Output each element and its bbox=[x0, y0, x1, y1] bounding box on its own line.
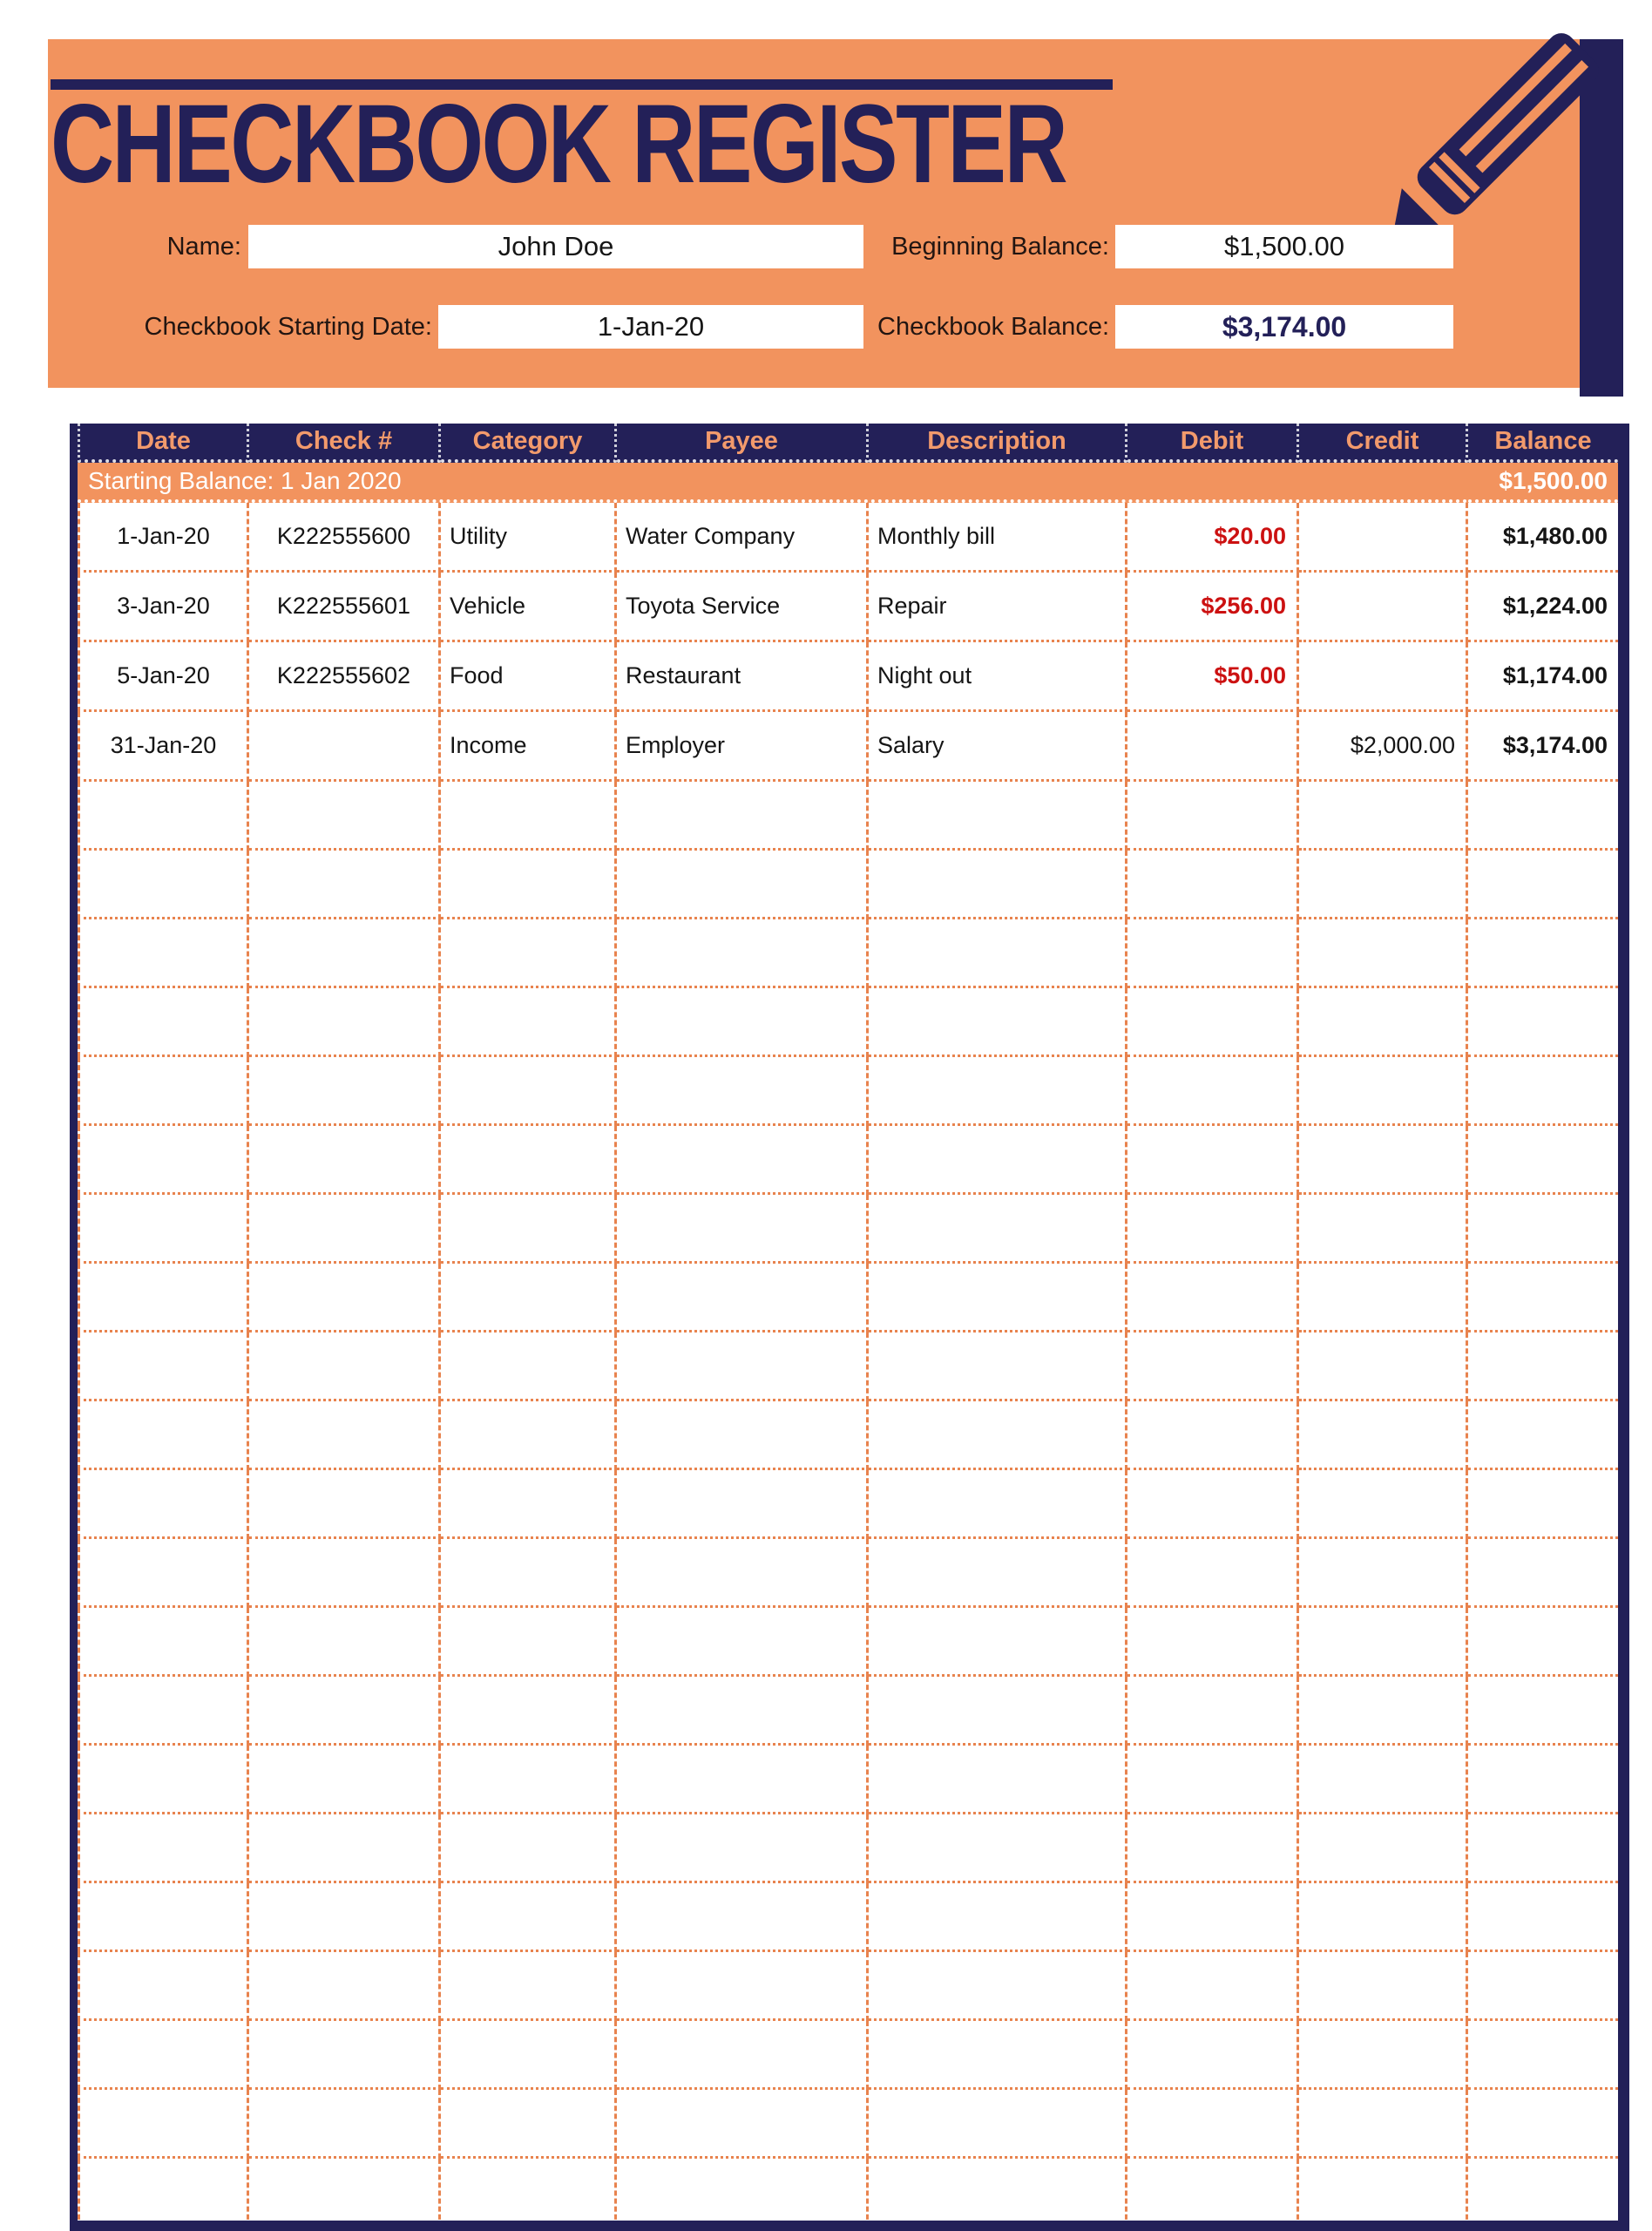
cell-description[interactable]: Monthly bill bbox=[869, 503, 1127, 573]
empty-cell[interactable] bbox=[1127, 1401, 1299, 1470]
empty-cell[interactable] bbox=[617, 1126, 869, 1195]
empty-cell[interactable] bbox=[1299, 988, 1468, 1057]
empty-cell[interactable] bbox=[869, 1746, 1127, 1814]
empty-cell[interactable] bbox=[869, 1401, 1127, 1470]
empty-cell[interactable] bbox=[441, 2090, 617, 2159]
checkbook-table bbox=[70, 424, 1629, 2231]
empty-cell[interactable] bbox=[1468, 1470, 1618, 1539]
beginning-balance-input[interactable] bbox=[1115, 225, 1453, 268]
empty-cell[interactable] bbox=[78, 1401, 249, 1470]
empty-cell[interactable] bbox=[1299, 1057, 1468, 1126]
cell-credit[interactable]: $2,000.00 bbox=[1299, 712, 1468, 782]
empty-cell[interactable] bbox=[249, 1264, 441, 1332]
empty-cell[interactable] bbox=[1299, 2021, 1468, 2090]
empty-cell[interactable] bbox=[617, 851, 869, 919]
empty-cell[interactable] bbox=[617, 1539, 869, 1608]
empty-cell[interactable] bbox=[617, 2021, 869, 2090]
empty-cell[interactable] bbox=[1127, 782, 1299, 851]
empty-cell[interactable] bbox=[1468, 1126, 1618, 1195]
empty-cell[interactable] bbox=[1127, 1195, 1299, 1264]
cell-category[interactable]: Vehicle bbox=[441, 573, 617, 642]
cell-debit[interactable]: $20.00 bbox=[1127, 503, 1299, 573]
empty-cell[interactable] bbox=[1468, 1746, 1618, 1814]
beginning-balance-label: Beginning Balance: bbox=[891, 233, 1109, 261]
empty-cell[interactable] bbox=[1299, 919, 1468, 988]
empty-cell[interactable] bbox=[1468, 1057, 1618, 1126]
empty-cell[interactable] bbox=[1299, 1126, 1468, 1195]
empty-cell[interactable] bbox=[1299, 1264, 1468, 1332]
empty-cell[interactable] bbox=[869, 1608, 1127, 1677]
empty-cell[interactable] bbox=[1127, 2090, 1299, 2159]
empty-cell[interactable] bbox=[1299, 1883, 1468, 1952]
starting-balance-amount: $1,500.00 bbox=[1468, 463, 1618, 503]
empty-cell[interactable] bbox=[617, 1195, 869, 1264]
cell-balance[interactable]: $1,480.00 bbox=[1468, 503, 1618, 573]
empty-cell[interactable] bbox=[78, 1952, 249, 2021]
empty-cell[interactable] bbox=[617, 1952, 869, 2021]
cell-balance[interactable]: $3,174.00 bbox=[1468, 712, 1618, 782]
empty-cell[interactable] bbox=[1299, 1401, 1468, 1470]
empty-cell[interactable] bbox=[869, 1126, 1127, 1195]
empty-cell[interactable] bbox=[869, 1332, 1127, 1401]
cell-payee[interactable]: Employer bbox=[617, 712, 869, 782]
starting-date-value: 1-Jan-20 bbox=[597, 311, 705, 342]
cell-date[interactable]: 31-Jan-20 bbox=[78, 712, 249, 782]
empty-cell[interactable] bbox=[617, 1057, 869, 1126]
empty-cell[interactable] bbox=[869, 2090, 1127, 2159]
cell-check[interactable]: K222555600 bbox=[249, 503, 441, 573]
empty-cell[interactable] bbox=[1299, 1539, 1468, 1608]
empty-cell[interactable] bbox=[441, 1677, 617, 1746]
empty-cell[interactable] bbox=[249, 1539, 441, 1608]
empty-cell[interactable] bbox=[869, 919, 1127, 988]
empty-cell[interactable] bbox=[1468, 1195, 1618, 1264]
empty-cell[interactable] bbox=[249, 1677, 441, 1746]
empty-cell[interactable] bbox=[869, 1057, 1127, 1126]
empty-cell[interactable] bbox=[869, 1814, 1127, 1883]
empty-cell[interactable] bbox=[249, 1332, 441, 1401]
empty-cell[interactable] bbox=[249, 1057, 441, 1126]
empty-cell[interactable] bbox=[78, 1883, 249, 1952]
empty-cell[interactable] bbox=[78, 782, 249, 851]
empty-cell[interactable] bbox=[249, 919, 441, 988]
empty-cell[interactable] bbox=[249, 2021, 441, 2090]
empty-cell[interactable] bbox=[441, 1126, 617, 1195]
empty-cell[interactable] bbox=[441, 1883, 617, 1952]
empty-cell[interactable] bbox=[869, 1883, 1127, 1952]
empty-cell[interactable] bbox=[1127, 1883, 1299, 1952]
empty-cell[interactable] bbox=[1127, 1470, 1299, 1539]
empty-cell[interactable] bbox=[441, 988, 617, 1057]
header-cell-check[interactable]: Check # bbox=[249, 424, 441, 463]
empty-cell[interactable] bbox=[617, 1677, 869, 1746]
empty-cell[interactable] bbox=[441, 782, 617, 851]
empty-cell[interactable] bbox=[78, 1608, 249, 1677]
empty-cell[interactable] bbox=[249, 1746, 441, 1814]
header-cell-balance[interactable]: Balance bbox=[1468, 424, 1618, 463]
empty-cell[interactable] bbox=[1127, 919, 1299, 988]
empty-cell[interactable] bbox=[1468, 1952, 1618, 2021]
empty-cell[interactable] bbox=[249, 2090, 441, 2159]
header-cell-payee[interactable]: Payee bbox=[617, 424, 869, 463]
empty-cell[interactable] bbox=[1468, 1264, 1618, 1332]
empty-cell[interactable] bbox=[1127, 1057, 1299, 1126]
empty-cell[interactable] bbox=[1468, 1814, 1618, 1883]
empty-cell[interactable] bbox=[1127, 1539, 1299, 1608]
cell-check[interactable]: K222555601 bbox=[249, 573, 441, 642]
empty-cell[interactable] bbox=[1299, 1746, 1468, 1814]
header-cell-credit[interactable]: Credit bbox=[1299, 424, 1468, 463]
cell-debit[interactable]: $50.00 bbox=[1127, 642, 1299, 712]
empty-cell[interactable] bbox=[869, 1470, 1127, 1539]
cell-description[interactable]: Night out bbox=[869, 642, 1127, 712]
empty-cell[interactable] bbox=[78, 988, 249, 1057]
checkbook-balance-label: Checkbook Balance: bbox=[877, 313, 1109, 341]
checkbook-balance-value: $3,174.00 bbox=[1222, 310, 1347, 342]
cell-description[interactable]: Salary bbox=[869, 712, 1127, 782]
starting-date-input[interactable] bbox=[438, 305, 863, 349]
empty-cell[interactable] bbox=[617, 919, 869, 988]
cell-debit[interactable] bbox=[1127, 712, 1299, 782]
cell-date[interactable]: 3-Jan-20 bbox=[78, 573, 249, 642]
name-value: John Doe bbox=[498, 231, 614, 261]
empty-cell[interactable] bbox=[1468, 851, 1618, 919]
empty-cell[interactable] bbox=[78, 851, 249, 919]
empty-cell[interactable] bbox=[1127, 1126, 1299, 1195]
empty-cell[interactable] bbox=[617, 782, 869, 851]
empty-cell[interactable] bbox=[441, 1057, 617, 1126]
empty-cell[interactable] bbox=[441, 1608, 617, 1677]
empty-cell[interactable] bbox=[869, 1677, 1127, 1746]
starting-date-label: Checkbook Starting Date: bbox=[144, 313, 432, 341]
header-cell-debit[interactable]: Debit bbox=[1127, 424, 1299, 463]
empty-cell[interactable] bbox=[617, 1883, 869, 1952]
empty-cell[interactable] bbox=[1127, 1264, 1299, 1332]
empty-cell[interactable] bbox=[617, 1264, 869, 1332]
empty-cell[interactable] bbox=[1299, 1608, 1468, 1677]
cell-payee[interactable]: Toyota Service bbox=[617, 573, 869, 642]
empty-cell[interactable] bbox=[78, 1746, 249, 1814]
empty-cell[interactable] bbox=[869, 782, 1127, 851]
empty-cell[interactable] bbox=[441, 1952, 617, 2021]
empty-cell[interactable] bbox=[869, 1195, 1127, 1264]
empty-cell[interactable] bbox=[249, 1952, 441, 2021]
checkbook-balance-output[interactable] bbox=[1115, 305, 1453, 349]
empty-cell[interactable] bbox=[617, 1608, 869, 1677]
empty-cell[interactable] bbox=[1468, 988, 1618, 1057]
empty-cell[interactable] bbox=[1468, 782, 1618, 851]
empty-cell[interactable] bbox=[617, 2159, 869, 2228]
empty-cell[interactable] bbox=[1127, 1746, 1299, 1814]
cell-payee[interactable]: Water Company bbox=[617, 503, 869, 573]
empty-cell[interactable] bbox=[1468, 1883, 1618, 1952]
empty-cell[interactable] bbox=[869, 851, 1127, 919]
empty-cell[interactable] bbox=[1127, 1952, 1299, 2021]
cell-category[interactable]: Income bbox=[441, 712, 617, 782]
empty-cell[interactable] bbox=[441, 1401, 617, 1470]
empty-cell[interactable] bbox=[1127, 1332, 1299, 1401]
empty-cell[interactable] bbox=[617, 1401, 869, 1470]
empty-cell[interactable] bbox=[1127, 2021, 1299, 2090]
starting-balance-label: Starting Balance: 1 Jan 2020 bbox=[78, 463, 1468, 503]
empty-cell[interactable] bbox=[617, 988, 869, 1057]
empty-cell[interactable] bbox=[249, 1814, 441, 1883]
empty-cell[interactable] bbox=[249, 2159, 441, 2228]
empty-cell[interactable] bbox=[441, 2021, 617, 2090]
empty-cell[interactable] bbox=[1127, 1814, 1299, 1883]
empty-cell[interactable] bbox=[78, 1470, 249, 1539]
empty-cell[interactable] bbox=[78, 1195, 249, 1264]
empty-cell[interactable] bbox=[869, 988, 1127, 1057]
empty-cell[interactable] bbox=[441, 1814, 617, 1883]
name-input[interactable] bbox=[248, 225, 863, 268]
empty-cell[interactable] bbox=[1468, 2090, 1618, 2159]
empty-cell[interactable] bbox=[1468, 1677, 1618, 1746]
empty-cell[interactable] bbox=[249, 988, 441, 1057]
empty-cell[interactable] bbox=[1468, 2159, 1618, 2228]
empty-cell[interactable] bbox=[249, 1195, 441, 1264]
empty-cell[interactable] bbox=[617, 1470, 869, 1539]
empty-cell[interactable] bbox=[78, 1126, 249, 1195]
empty-cell[interactable] bbox=[441, 919, 617, 988]
empty-cell[interactable] bbox=[869, 1952, 1127, 2021]
empty-cell[interactable] bbox=[869, 1539, 1127, 1608]
empty-cell[interactable] bbox=[617, 1332, 869, 1401]
cell-debit[interactable]: $256.00 bbox=[1127, 573, 1299, 642]
empty-cell[interactable] bbox=[1299, 1677, 1468, 1746]
cell-credit[interactable] bbox=[1299, 642, 1468, 712]
empty-cell[interactable] bbox=[617, 1746, 869, 1814]
empty-cell[interactable] bbox=[78, 1057, 249, 1126]
header-cell-description[interactable]: Description bbox=[869, 424, 1127, 463]
empty-cell[interactable] bbox=[1468, 919, 1618, 988]
empty-cell[interactable] bbox=[78, 919, 249, 988]
cell-date[interactable]: 5-Jan-20 bbox=[78, 642, 249, 712]
empty-cell[interactable] bbox=[441, 1470, 617, 1539]
cell-check[interactable]: K222555602 bbox=[249, 642, 441, 712]
cell-category[interactable]: Food bbox=[441, 642, 617, 712]
empty-cell[interactable] bbox=[1299, 851, 1468, 919]
empty-cell[interactable] bbox=[441, 2159, 617, 2228]
empty-cell[interactable] bbox=[1299, 1195, 1468, 1264]
empty-cell[interactable] bbox=[441, 1264, 617, 1332]
empty-cell[interactable] bbox=[441, 1332, 617, 1401]
empty-cell[interactable] bbox=[441, 1195, 617, 1264]
empty-cell[interactable] bbox=[78, 1677, 249, 1746]
empty-cell[interactable] bbox=[1127, 988, 1299, 1057]
empty-cell[interactable] bbox=[1468, 1608, 1618, 1677]
empty-cell[interactable] bbox=[249, 1470, 441, 1539]
beginning-balance-value: $1,500.00 bbox=[1224, 231, 1344, 261]
empty-cell[interactable] bbox=[869, 1264, 1127, 1332]
empty-cell[interactable] bbox=[1299, 1470, 1468, 1539]
cell-balance[interactable]: $1,224.00 bbox=[1468, 573, 1618, 642]
empty-cell[interactable] bbox=[441, 1539, 617, 1608]
empty-cell[interactable] bbox=[1299, 782, 1468, 851]
empty-cell[interactable] bbox=[1299, 1332, 1468, 1401]
cell-category[interactable]: Utility bbox=[441, 503, 617, 573]
empty-cell[interactable] bbox=[78, 2090, 249, 2159]
empty-cell[interactable] bbox=[617, 1814, 869, 1883]
empty-cell[interactable] bbox=[249, 1126, 441, 1195]
cell-balance[interactable]: $1,174.00 bbox=[1468, 642, 1618, 712]
empty-cell[interactable] bbox=[249, 851, 441, 919]
empty-cell[interactable] bbox=[1299, 2159, 1468, 2228]
cell-payee[interactable]: Restaurant bbox=[617, 642, 869, 712]
empty-cell[interactable] bbox=[1127, 1677, 1299, 1746]
empty-cell[interactable] bbox=[1127, 1608, 1299, 1677]
empty-cell[interactable] bbox=[249, 1608, 441, 1677]
empty-cell[interactable] bbox=[1468, 1539, 1618, 1608]
cell-credit[interactable] bbox=[1299, 573, 1468, 642]
empty-cell[interactable] bbox=[1468, 2021, 1618, 2090]
cell-description[interactable]: Repair bbox=[869, 573, 1127, 642]
empty-cell[interactable] bbox=[617, 2090, 869, 2159]
empty-cell[interactable] bbox=[441, 851, 617, 919]
name-label: Name: bbox=[166, 233, 241, 261]
header-cell-date[interactable]: Date bbox=[78, 424, 249, 463]
empty-cell[interactable] bbox=[78, 1264, 249, 1332]
header-cell-category[interactable]: Category bbox=[441, 424, 617, 463]
empty-cell[interactable] bbox=[78, 1814, 249, 1883]
empty-cell[interactable] bbox=[249, 1401, 441, 1470]
empty-cell[interactable] bbox=[1299, 2090, 1468, 2159]
empty-cell[interactable] bbox=[78, 1332, 249, 1401]
empty-cell[interactable] bbox=[78, 2159, 249, 2228]
empty-cell[interactable] bbox=[249, 782, 441, 851]
empty-cell[interactable] bbox=[1127, 851, 1299, 919]
empty-cell[interactable] bbox=[869, 2159, 1127, 2228]
empty-cell[interactable] bbox=[249, 1883, 441, 1952]
empty-cell[interactable] bbox=[78, 1539, 249, 1608]
empty-cell[interactable] bbox=[1127, 2159, 1299, 2228]
empty-cell[interactable] bbox=[1468, 1332, 1618, 1401]
empty-cell[interactable] bbox=[1468, 1401, 1618, 1470]
cell-credit[interactable] bbox=[1299, 503, 1468, 573]
cell-date[interactable]: 1-Jan-20 bbox=[78, 503, 249, 573]
cell-check[interactable] bbox=[249, 712, 441, 782]
empty-cell[interactable] bbox=[441, 1746, 617, 1814]
page-title: CHECKBOOK REGISTER bbox=[51, 82, 1066, 207]
empty-cell[interactable] bbox=[78, 2021, 249, 2090]
empty-cell[interactable] bbox=[869, 2021, 1127, 2090]
empty-cell[interactable] bbox=[1299, 1814, 1468, 1883]
empty-cell[interactable] bbox=[1299, 1952, 1468, 2021]
